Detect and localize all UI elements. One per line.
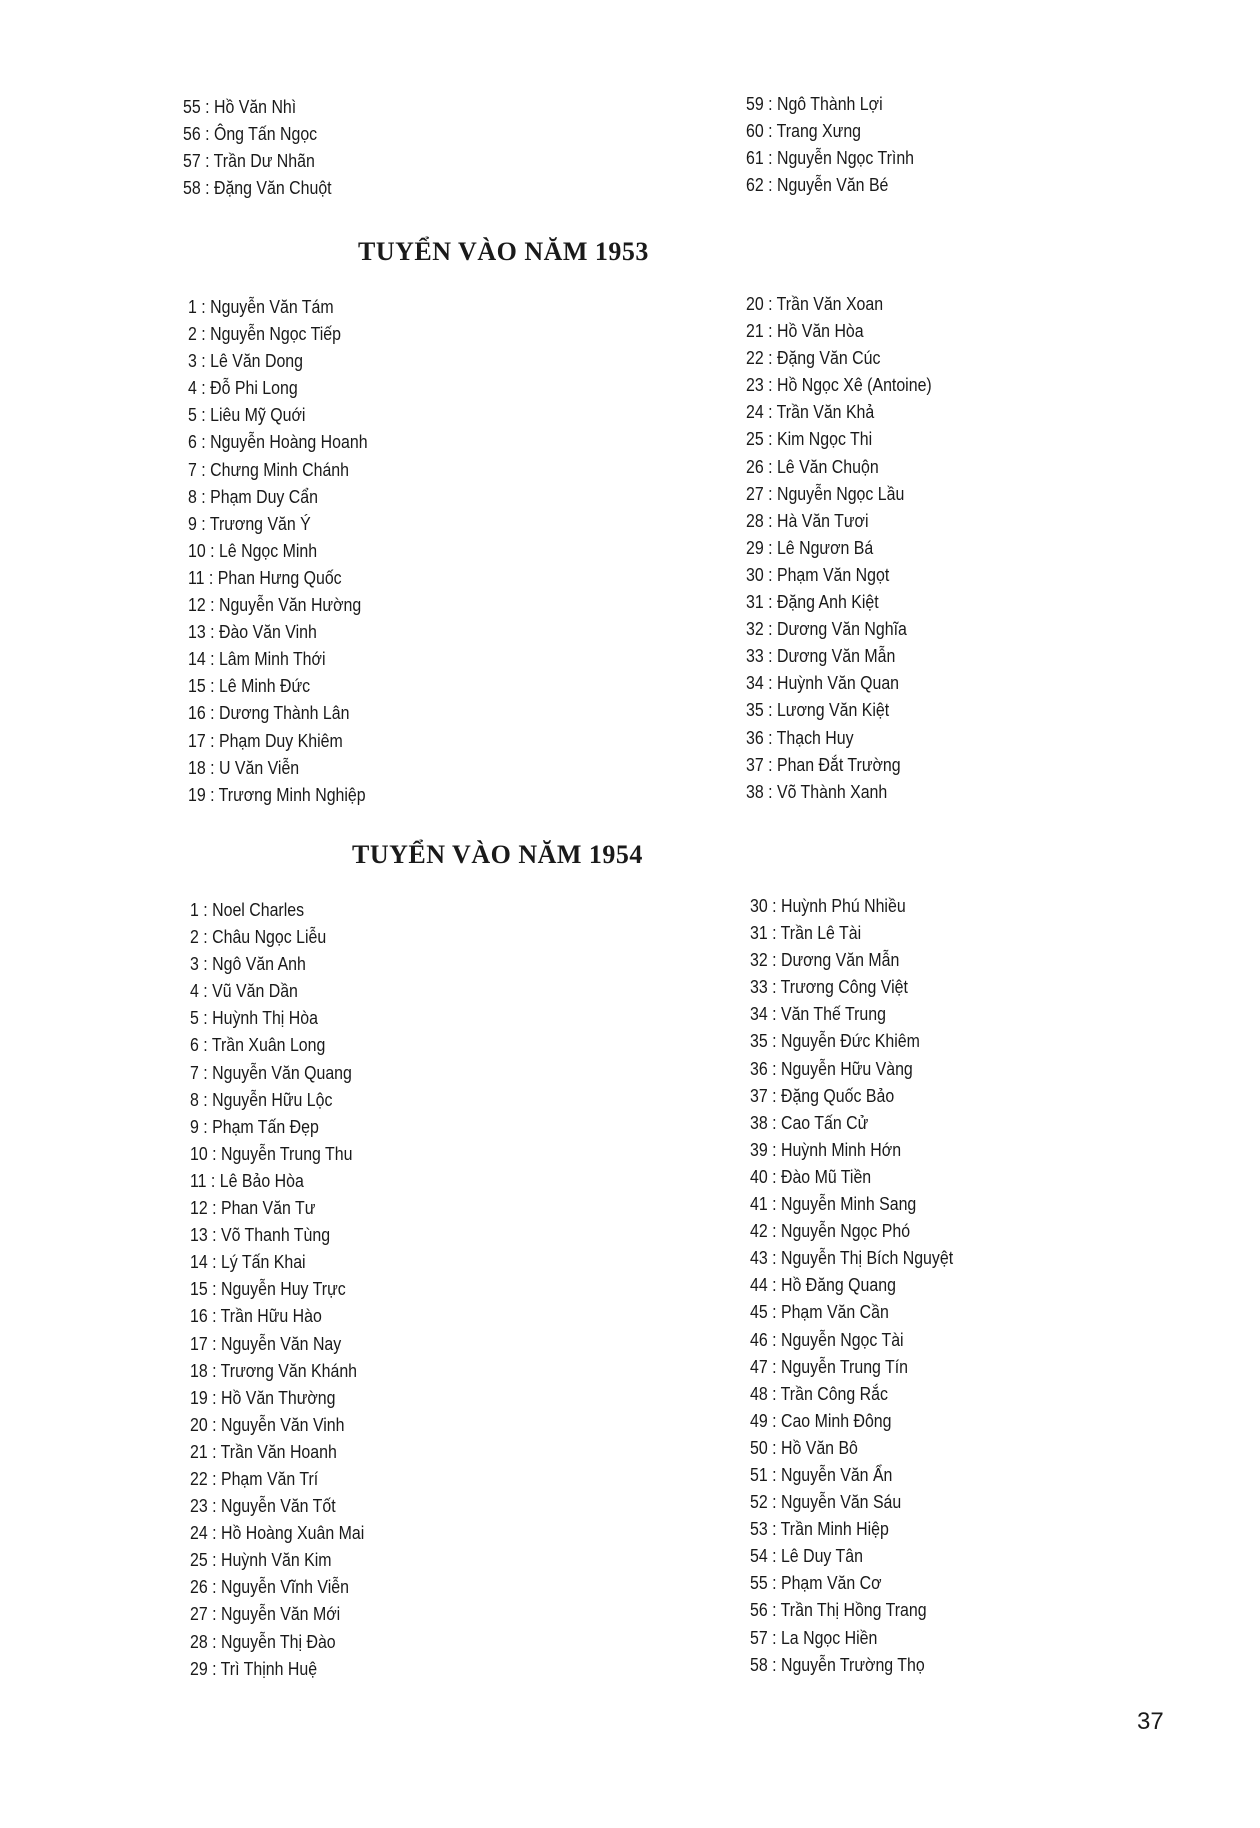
- list-item: 19 : Trương Minh Nghiệp: [188, 783, 366, 805]
- list-item: 15 : Nguyễn Huy Trực: [190, 1278, 346, 1300]
- list-item: 41 : Nguyễn Minh Sang: [750, 1193, 917, 1215]
- list-item: 52 : Nguyễn Văn Sáu: [750, 1491, 902, 1513]
- list-item: 1 : Nguyễn Văn Tám: [188, 296, 334, 317]
- list-item: 55 : Hồ Văn Nhì: [183, 96, 297, 117]
- list-item: 4 : Đỗ Phi Long: [188, 377, 298, 399]
- list-item: 12 : Nguyễn Văn Hường: [188, 594, 362, 616]
- list-item: 20 : Nguyễn Văn Vinh: [190, 1413, 345, 1435]
- list-item: 13 : Đào Văn Vinh: [188, 621, 317, 643]
- list-item: 36 : Nguyễn Hữu Vàng: [750, 1057, 913, 1079]
- list-item: 62 : Nguyễn Văn Bé: [746, 174, 889, 196]
- list-item: 5 : Liêu Mỹ Quới: [188, 404, 306, 426]
- list-item: 48 : Trần Công Rắc: [750, 1382, 888, 1404]
- list-item: 4 : Vũ Văn Dần: [190, 980, 298, 1002]
- top-list-left: [183, 93, 332, 201]
- list-item: 1 : Noel Charles: [190, 899, 305, 920]
- list-item: 24 : Trần Văn Khả: [746, 401, 875, 423]
- list-item: 6 : Trần Xuân Long: [190, 1034, 326, 1056]
- list-item: 39 : Huỳnh Minh Hớn: [750, 1138, 902, 1160]
- list-item: 2 : Châu Ngọc Liễu: [190, 926, 327, 948]
- list-item: 18 : U Văn Viễn: [188, 756, 300, 778]
- list-item: 17 : Phạm Duy Khiêm: [188, 729, 343, 751]
- list-item: 19 : Hồ Văn Thường: [190, 1386, 336, 1408]
- list-item: 18 : Trương Văn Khánh: [190, 1359, 358, 1381]
- list-item: 10 : Lê Ngọc Minh: [188, 539, 318, 561]
- list-item: 30 : Phạm Văn Ngọt: [746, 563, 890, 585]
- list-item: 26 : Lê Văn Chuộn: [746, 455, 879, 477]
- list-item: 43 : Nguyễn Thị Bích Nguyệt: [750, 1247, 954, 1269]
- list-item: 37 : Phan Đắt Trường: [746, 753, 901, 775]
- list-item: 28 : Hà Văn Tươi: [746, 509, 869, 531]
- list-item: 38 : Cao Tấn Cử: [750, 1111, 869, 1133]
- list-item: 25 : Kim Ngọc Thi: [746, 428, 873, 450]
- list-item: 55 : Phạm Văn Cơ: [750, 1572, 882, 1594]
- list-item: 16 : Dương Thành Lân: [188, 702, 350, 724]
- page-number: 37: [1137, 1708, 1164, 1735]
- list-item: 44 : Hồ Đăng Quang: [750, 1274, 896, 1296]
- list-item: 34 : Huỳnh Văn Quan: [746, 672, 900, 694]
- section-1953-list-right: [746, 290, 932, 805]
- list-item: 16 : Trần Hữu Hào: [190, 1305, 322, 1327]
- top-list-right: [746, 90, 914, 198]
- section-1954-list-right: [750, 892, 953, 1678]
- list-item: 14 : Lâm Minh Thới: [188, 648, 326, 670]
- list-item: 15 : Lê Minh Đức: [188, 675, 311, 697]
- section-1953-list-left: [188, 293, 368, 808]
- list-item: 33 : Dương Văn Mẫn: [746, 645, 896, 667]
- list-item: 40 : Đào Mũ Tiền: [750, 1165, 872, 1187]
- list-item: 29 : Trì Thịnh Huệ: [190, 1657, 318, 1679]
- list-item: 21 : Trần Văn Hoanh: [190, 1440, 337, 1462]
- list-item: 8 : Nguyễn Hữu Lộc: [190, 1088, 333, 1110]
- list-item: 27 : Nguyễn Văn Mới: [190, 1603, 341, 1625]
- list-item: 27 : Nguyễn Ngọc Lầu: [746, 482, 905, 504]
- list-item: 61 : Nguyễn Ngọc Trình: [746, 147, 915, 169]
- section-1954-list-left: [190, 896, 364, 1682]
- list-item: 2 : Nguyễn Ngọc Tiếp: [188, 323, 342, 345]
- list-item: 12 : Phan Văn Tư: [190, 1197, 316, 1219]
- list-item: 22 : Phạm Văn Trí: [190, 1467, 319, 1489]
- list-item: 31 : Đặng Anh Kiệt: [746, 591, 879, 613]
- list-item: 21 : Hồ Văn Hòa: [746, 320, 864, 342]
- list-item: 7 : Nguyễn Văn Quang: [190, 1061, 352, 1083]
- list-item: 58 : Nguyễn Trường Thọ: [750, 1653, 925, 1675]
- list-item: 6 : Nguyễn Hoàng Hoanh: [188, 431, 368, 453]
- list-item: 54 : Lê Duy Tân: [750, 1545, 863, 1567]
- list-item: 9 : Trương Văn Ý: [188, 512, 311, 534]
- list-item: 32 : Dương Văn Nghĩa: [746, 618, 907, 640]
- list-item: 9 : Phạm Tấn Đẹp: [190, 1115, 319, 1137]
- list-item: 35 : Lương Văn Kiệt: [746, 699, 890, 721]
- list-item: 10 : Nguyễn Trung Thu: [190, 1142, 353, 1164]
- list-item: 26 : Nguyễn Vĩnh Viễn: [190, 1576, 349, 1598]
- list-item: 31 : Trần Lê Tài: [750, 922, 862, 944]
- list-item: 3 : Ngô Văn Anh: [190, 953, 306, 975]
- list-item: 59 : Ngô Thành Lợi: [746, 93, 883, 114]
- list-item: 60 : Trang Xưng: [746, 120, 862, 142]
- list-item: 17 : Nguyễn Văn Nay: [190, 1332, 342, 1354]
- list-item: 24 : Hồ Hoàng Xuân Mai: [190, 1522, 365, 1544]
- list-item: 45 : Phạm Văn Cần: [750, 1301, 889, 1323]
- list-item: 33 : Trương Công Việt: [750, 976, 908, 998]
- section-1953-title: TUYỂN VÀO NĂM 1953: [358, 237, 649, 266]
- list-item: 50 : Hồ Văn Bô: [750, 1436, 858, 1458]
- list-item: 23 : Hồ Ngọc Xê (Antoine): [746, 374, 932, 396]
- list-item: 57 : La Ngọc Hiền: [750, 1626, 878, 1648]
- list-item: 47 : Nguyễn Trung Tín: [750, 1355, 909, 1377]
- list-item: 58 : Đặng Văn Chuột: [183, 177, 332, 199]
- list-item: 36 : Thạch Huy: [746, 726, 854, 748]
- list-item: 56 : Trần Thị Hồng Trang: [750, 1599, 927, 1621]
- list-item: 28 : Nguyễn Thị Đào: [190, 1630, 336, 1652]
- list-item: 49 : Cao Minh Đông: [750, 1409, 892, 1431]
- list-item: 29 : Lê Ngươn Bá: [746, 536, 874, 558]
- list-item: 22 : Đặng Văn Cúc: [746, 347, 881, 369]
- list-item: 56 : Ông Tấn Ngọc: [183, 123, 318, 145]
- list-item: 5 : Huỳnh Thị Hòa: [190, 1007, 318, 1029]
- list-item: 34 : Văn Thế Trung: [750, 1003, 886, 1025]
- list-item: 32 : Dương Văn Mẫn: [750, 949, 900, 971]
- list-item: 30 : Huỳnh Phú Nhiều: [750, 895, 906, 916]
- list-item: 51 : Nguyễn Văn Ẩn: [750, 1463, 893, 1485]
- list-item: 7 : Chưng Minh Chánh: [188, 458, 350, 480]
- list-item: 8 : Phạm Duy Cẩn: [188, 485, 318, 507]
- list-item: 38 : Võ Thành Xanh: [746, 780, 888, 802]
- list-item: 25 : Huỳnh Văn Kim: [190, 1549, 332, 1571]
- list-item: 11 : Phan Hưng Quốc: [188, 566, 342, 588]
- list-item: 35 : Nguyễn Đức Khiêm: [750, 1030, 920, 1052]
- list-item: 11 : Lê Bảo Hòa: [190, 1169, 304, 1191]
- section-1954-title: TUYỂN VÀO NĂM 1954: [352, 840, 643, 869]
- list-item: 53 : Trần Minh Hiệp: [750, 1518, 889, 1540]
- list-item: 57 : Trần Dư Nhãn: [183, 150, 315, 172]
- list-item: 23 : Nguyễn Văn Tốt: [190, 1495, 336, 1517]
- list-item: 42 : Nguyễn Ngọc Phó: [750, 1220, 911, 1242]
- list-item: 13 : Võ Thanh Tùng: [190, 1224, 331, 1246]
- list-item: 20 : Trần Văn Xoan: [746, 293, 884, 314]
- list-item: 3 : Lê Văn Dong: [188, 350, 303, 372]
- list-item: 14 : Lý Tấn Khai: [190, 1251, 306, 1273]
- list-item: 46 : Nguyễn Ngọc Tài: [750, 1328, 904, 1350]
- list-item: 37 : Đặng Quốc Bảo: [750, 1084, 895, 1106]
